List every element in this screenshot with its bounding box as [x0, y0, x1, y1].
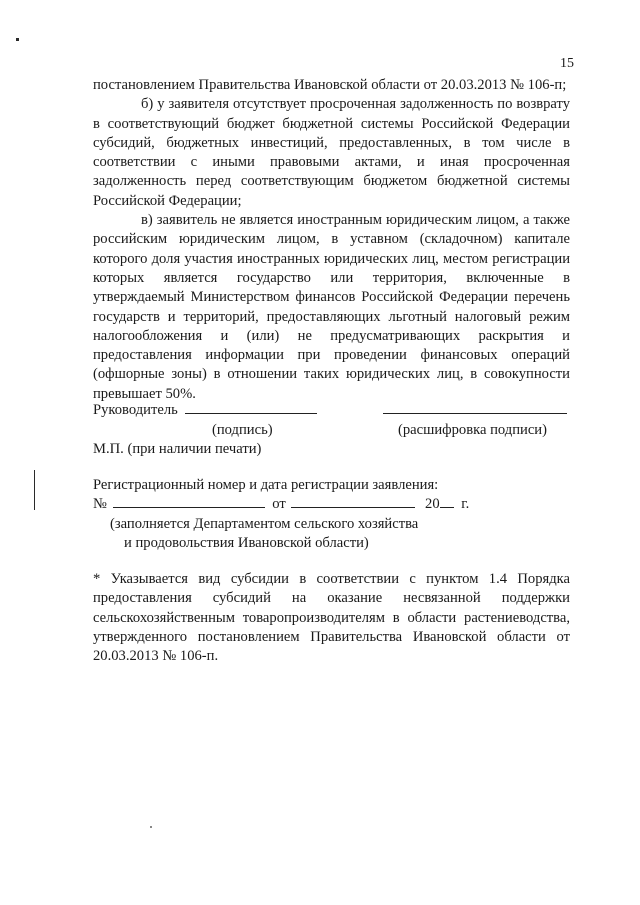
- registration-note-1: (заполняется Департаментом сельского хозяйства: [110, 516, 419, 532]
- footnote-block: [93, 570, 570, 666]
- decoding-blank: [383, 401, 567, 414]
- year-prefix: 20: [425, 496, 440, 512]
- registration-date-blank: [291, 495, 415, 508]
- head-label: Руководитель: [93, 402, 178, 418]
- registration-number-blank: [113, 495, 265, 508]
- scan-mark-dot-bottom: [150, 826, 152, 828]
- paragraph-b: б) у заявителя отсутствует просроченная задолженность по возврату в соответствующий бюджет бюджетной системы Российской Федерации субсидий, бюджетных инвестиций, предоставленных, в том числе в соответствии с иными правовыми актами, и иная просроченная задолженность перед соответствующим бюджетом бюджетной системы Российской Федерации;: [93, 96, 570, 209]
- registration-fields: [93, 495, 469, 514]
- head-signature-line: [93, 401, 317, 420]
- body-text: [93, 76, 570, 404]
- stamp-note: М.П. (при наличии печати): [93, 441, 262, 457]
- decoding-blank-wrap: [383, 401, 567, 420]
- paragraph-v: в) заявитель не является иностранным юридическим лицом, а также российским юридическим лицом, в уставном (складочном) капитале которого доля участия иностранных юридических лиц, местом регистрации которых является государство или территория, включенные в утверждаемый Министерством финансов Российской Федерации перечень государств и территорий, предоставляющих льготный налоговый режим налогообложения и (или) не предусматривающих раскрытия и предоставления информации при проведении финансовых операций (офшорные зоны) в отношении таких юридических лиц, в совокупности превышает 50%.: [93, 212, 570, 402]
- year-suffix: г.: [461, 496, 470, 512]
- registration-title: Регистрационный номер и дата регистрации заявления:: [93, 477, 439, 493]
- scan-mark-dot: [16, 38, 19, 41]
- page-number: 15: [560, 56, 574, 71]
- scan-mark-line: [34, 470, 35, 510]
- registration-note-2: и продовольствия Ивановской области): [124, 535, 369, 551]
- signature-caption: (подпись): [212, 422, 273, 438]
- number-sign: №: [93, 496, 107, 512]
- decoding-caption: (расшифровка подписи): [398, 422, 547, 438]
- signature-blank: [185, 401, 317, 414]
- paragraph-a-tail: постановлением Правительства Ивановской области от 20.03.2013 № 106-п;: [93, 77, 567, 93]
- footnote: * Указывается вид субсидии в соответствии с пунктом 1.4 Порядка предоставления субсидий на оказание несвязанной поддержки сельскохозяйственным товаропроизводителям в области растениеводства, утвержденного постановлением Правительства Ивановской области от 20.03.2013 № 106-п.: [93, 571, 570, 665]
- year-blank: [440, 495, 454, 508]
- from-word: от: [272, 496, 286, 512]
